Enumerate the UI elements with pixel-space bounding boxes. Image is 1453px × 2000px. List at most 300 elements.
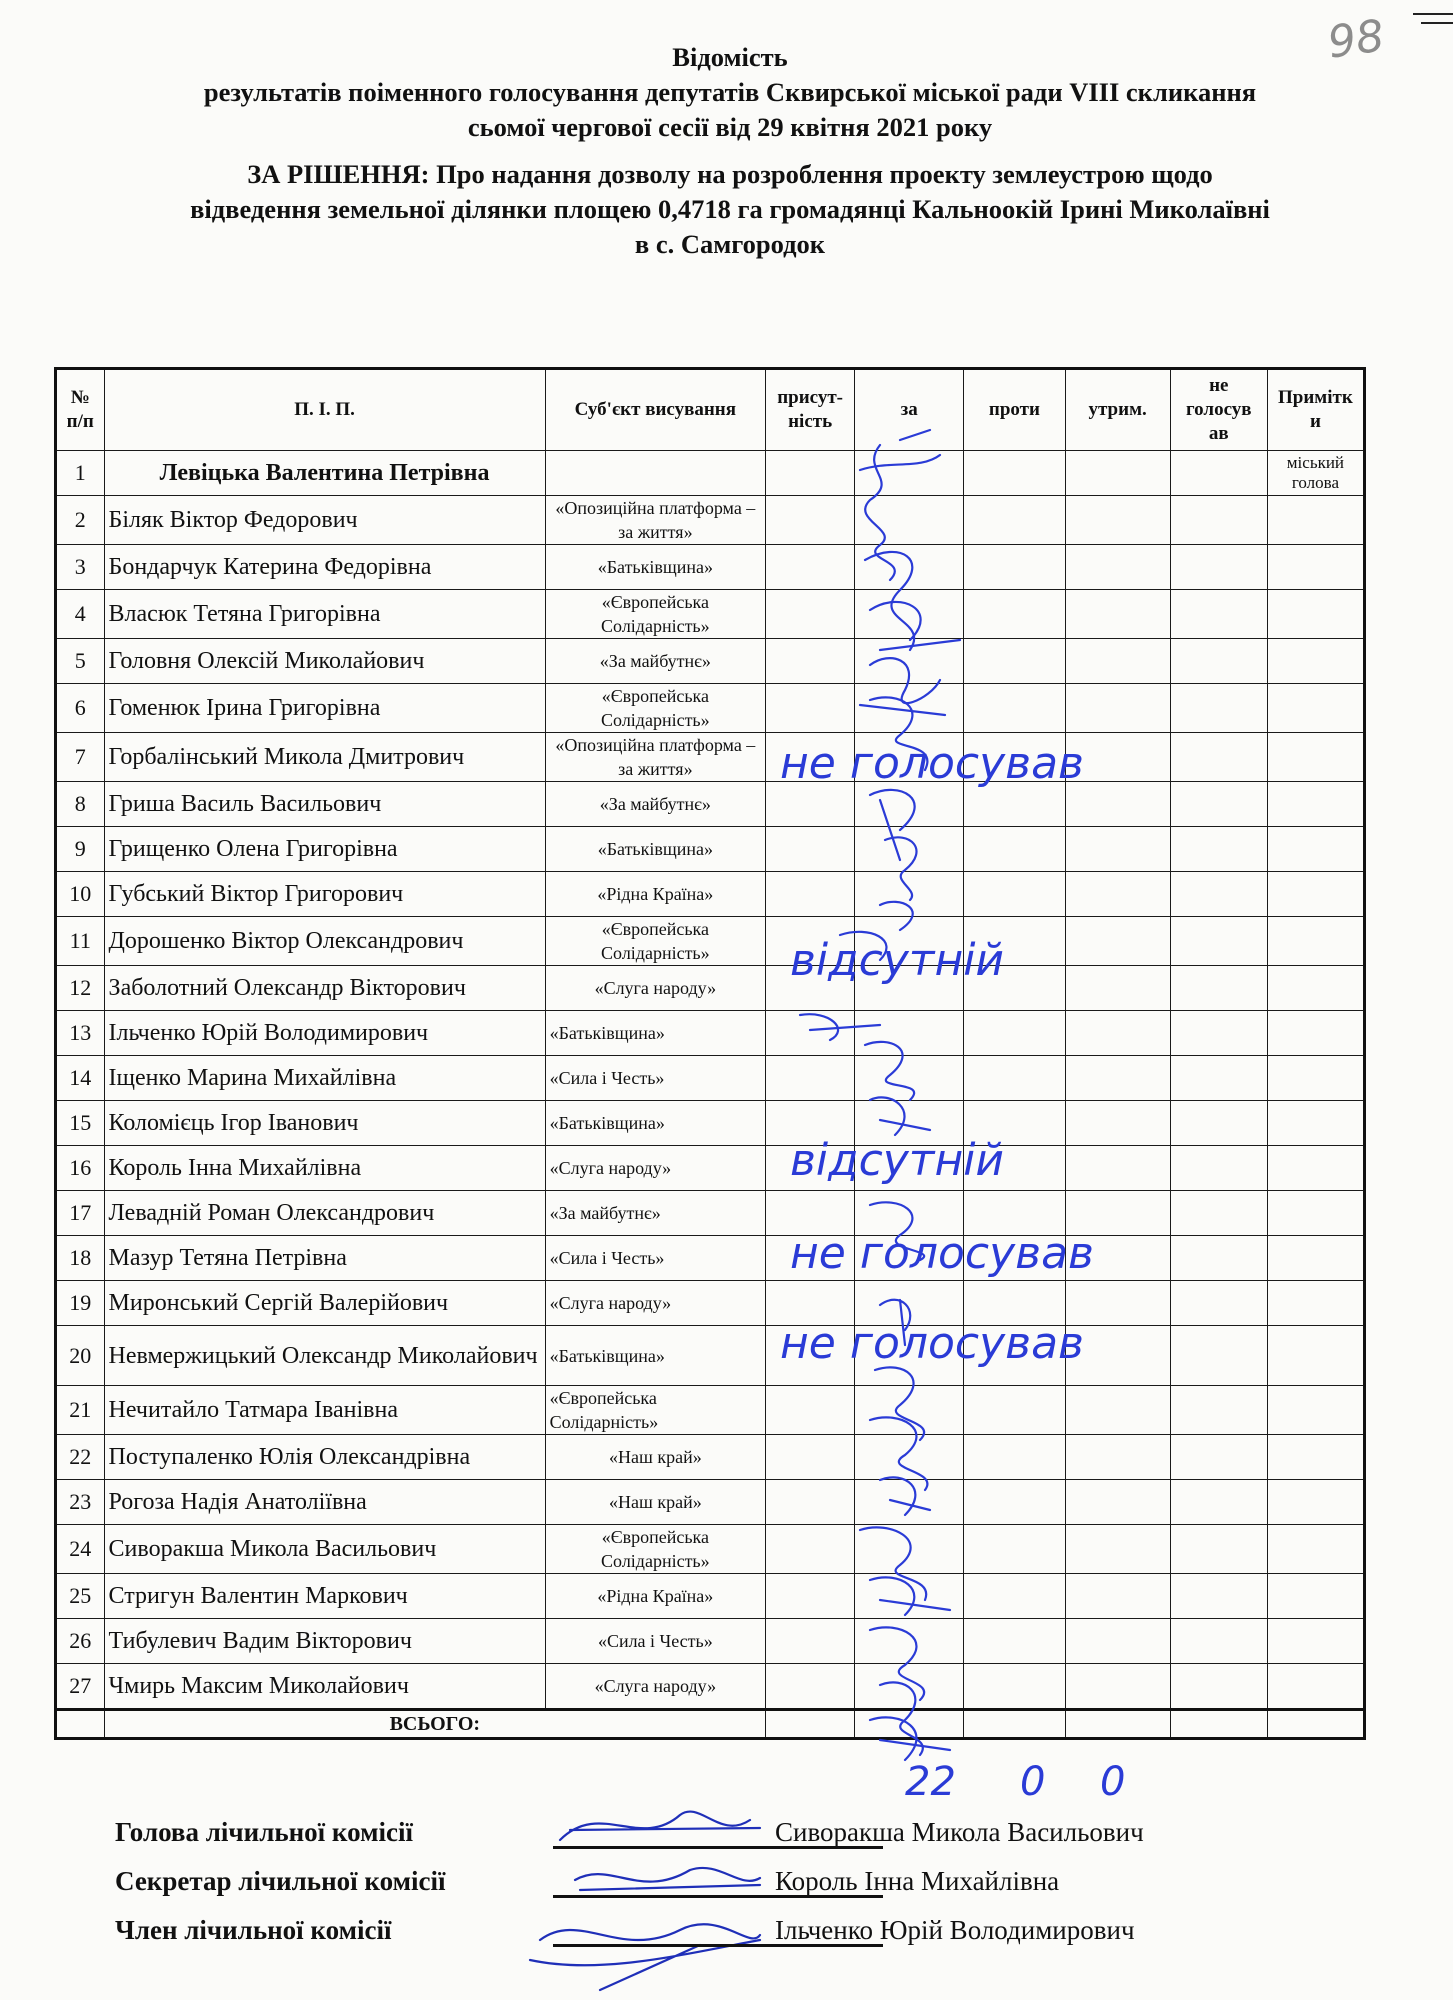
- sig-name-member: Ільченко Юрій Володимирович: [775, 1915, 1135, 1945]
- deputy-name: Миронський Сергій Валерійович: [104, 1281, 545, 1326]
- note-cell: [1267, 545, 1364, 590]
- deputy-party: «Європейська Солідарність»: [545, 1525, 766, 1574]
- not-voted-cell: [1170, 1480, 1267, 1525]
- document-title: Відомість: [672, 42, 788, 72]
- vote-for-cell: [855, 1525, 964, 1574]
- deputy-party: «Слуга народу»: [545, 1664, 766, 1710]
- note-cell: [1267, 872, 1364, 917]
- not-voted-cell: [1170, 733, 1267, 782]
- vote-abstain-cell: [1065, 1480, 1170, 1525]
- not-voted-cell: [1170, 872, 1267, 917]
- note-cell: [1267, 1386, 1364, 1435]
- deputy-name: Чмирь Максим Миколайович: [104, 1664, 545, 1710]
- deputy-name: Іщенко Марина Михайлівна: [104, 1056, 545, 1101]
- vote-abstain-cell: [1065, 1525, 1170, 1574]
- col-note-header: Примітк и: [1267, 369, 1364, 451]
- handwritten-row15: відсутній: [790, 1135, 1005, 1186]
- vote-abstain-cell: [1065, 917, 1170, 966]
- not-voted-cell: [1170, 827, 1267, 872]
- vote-for-cell: [855, 1326, 964, 1386]
- table-row: [56, 1281, 1365, 1326]
- row-number: 24: [56, 1525, 105, 1574]
- present-cell: [766, 1386, 855, 1435]
- vote-abstain-cell: [1065, 827, 1170, 872]
- row-number: 20: [56, 1326, 105, 1386]
- vote-for-cell: [855, 1281, 964, 1326]
- table-row: [56, 827, 1365, 872]
- note-cell: [1267, 1191, 1364, 1236]
- vote-against-cell: [964, 684, 1065, 733]
- deputy-party: «Опозиційна платформа – за життя»: [545, 733, 766, 782]
- vote-for-cell: [855, 1435, 964, 1480]
- corner-staple-mark: [1413, 8, 1453, 38]
- table-row: [56, 1326, 1365, 1386]
- vote-abstain-cell: [1065, 1101, 1170, 1146]
- deputy-name: Горбалінський Микола Дмитрович: [104, 733, 545, 782]
- vote-abstain-cell: [1065, 1191, 1170, 1236]
- deputy-name: Гриша Василь Васильович: [104, 782, 545, 827]
- vote-for-cell: [855, 1101, 964, 1146]
- present-cell: [766, 1574, 855, 1619]
- col-notvoted-header: не голосув ав: [1170, 369, 1267, 451]
- row-number: 15: [56, 1101, 105, 1146]
- deputy-name: Стригун Валентин Маркович: [104, 1574, 545, 1619]
- deputy-party: «Слуга народу»: [545, 1281, 766, 1326]
- vote-abstain-cell: [1065, 733, 1170, 782]
- col-for-header: за: [855, 369, 964, 451]
- deputy-name: Левадній Роман Олександрович: [104, 1191, 545, 1236]
- deputy-name: Грищенко Олена Григорівна: [104, 827, 545, 872]
- vote-for-cell: [855, 639, 964, 684]
- present-cell: [766, 1664, 855, 1710]
- deputy-name: Бондарчук Катерина Федорівна: [104, 545, 545, 590]
- row-number: 18: [56, 1236, 105, 1281]
- note-cell: [1267, 1011, 1364, 1056]
- total-abstain: [1065, 1710, 1170, 1739]
- sig-role-chairman: Голова лічильної комісії: [115, 1817, 413, 1847]
- row-number: 4: [56, 590, 105, 639]
- deputy-party: «Наш край»: [545, 1435, 766, 1480]
- deputy-name: Коломієць Ігор Іванович: [104, 1101, 545, 1146]
- not-voted-cell: [1170, 590, 1267, 639]
- not-voted-cell: [1170, 545, 1267, 590]
- col-num-header: № п/п: [56, 369, 105, 451]
- table-row: [56, 782, 1365, 827]
- table-row: [56, 545, 1365, 590]
- note-cell: [1267, 496, 1364, 545]
- vote-against-cell: [964, 1386, 1065, 1435]
- row-number: 3: [56, 545, 105, 590]
- vote-for-cell: [855, 782, 964, 827]
- vote-for-cell: [855, 451, 964, 496]
- deputy-name: Сиворакша Микола Васильович: [104, 1525, 545, 1574]
- deputy-party: «Слуга народу»: [545, 1146, 766, 1191]
- table-row: [56, 1011, 1365, 1056]
- signature-chairman: [560, 1812, 760, 1840]
- document-subtitle: результатів поіменного голосування депутатів Сквирської міської ради VIII скликання: [203, 77, 1257, 107]
- present-cell: [766, 1281, 855, 1326]
- row-number: 10: [56, 872, 105, 917]
- vote-against-cell: [964, 1480, 1065, 1525]
- vote-for-cell: [855, 966, 964, 1011]
- note-cell: [1267, 1236, 1364, 1281]
- present-cell: [766, 1480, 855, 1525]
- session-line: сьомої чергової сесії від 29 квітня 2021 року: [467, 112, 993, 142]
- note-cell: [1267, 1574, 1364, 1619]
- table-row: [56, 872, 1365, 917]
- total-notvoted: [1170, 1710, 1267, 1739]
- row-number: 9: [56, 827, 105, 872]
- vote-for-cell: [855, 1236, 964, 1281]
- col-present-header: присут-ність: [766, 369, 855, 451]
- deputy-name: Головня Олексій Миколайович: [104, 639, 545, 684]
- note-cell: [1267, 590, 1364, 639]
- vote-for-cell: [855, 1664, 964, 1710]
- deputy-name: Гоменюк Ірина Григорівна: [104, 684, 545, 733]
- vote-abstain-cell: [1065, 1326, 1170, 1386]
- note-cell: міський голова: [1267, 451, 1364, 496]
- deputy-name: Тибулевич Вадим Вікторович: [104, 1619, 545, 1664]
- note-cell: [1267, 827, 1364, 872]
- deputy-party: «Наш край»: [545, 1480, 766, 1525]
- row-number: 11: [56, 917, 105, 966]
- vote-abstain-cell: [1065, 496, 1170, 545]
- note-cell: [1267, 782, 1364, 827]
- deputy-party: «Батьківщина»: [545, 1101, 766, 1146]
- present-cell: [766, 496, 855, 545]
- table-row: [56, 1146, 1365, 1191]
- present-cell: [766, 827, 855, 872]
- row-number: 1: [56, 451, 105, 496]
- col-against-header: проти: [964, 369, 1065, 451]
- note-cell: [1267, 1281, 1364, 1326]
- row-number: 26: [56, 1619, 105, 1664]
- vote-against-cell: [964, 966, 1065, 1011]
- deputy-name: Заболотний Олександр Вікторович: [104, 966, 545, 1011]
- note-cell: [1267, 1619, 1364, 1664]
- sig-role-secretary: Секретар лічильної комісії: [115, 1866, 446, 1896]
- present-cell: [766, 782, 855, 827]
- present-cell: [766, 872, 855, 917]
- total-present: [766, 1710, 855, 1739]
- row-number: 19: [56, 1281, 105, 1326]
- present-cell: [766, 1011, 855, 1056]
- note-cell: [1267, 1435, 1364, 1480]
- note-cell: [1267, 917, 1364, 966]
- decision-line-1: ЗА РІШЕННЯ: Про надання дозволу на розроблення проекту землеустрою щодо: [247, 159, 1213, 189]
- deputy-name: Поступаленко Юлія Олександрівна: [104, 1435, 545, 1480]
- table-row: [56, 966, 1365, 1011]
- vote-against-cell: [964, 590, 1065, 639]
- deputy-party: «Батьківщина»: [545, 1011, 766, 1056]
- not-voted-cell: [1170, 684, 1267, 733]
- present-cell: [766, 1056, 855, 1101]
- row-number: 5: [56, 639, 105, 684]
- deputy-party: «Рідна Країна»: [545, 872, 766, 917]
- decision-line-2: відведення земельної ділянки площею 0,4718 га громадянці Кальноокій Ірині Миколаївні: [190, 194, 1270, 224]
- vote-for-cell: [855, 1146, 964, 1191]
- vote-against-cell: [964, 827, 1065, 872]
- present-cell: [766, 590, 855, 639]
- row-number: 16: [56, 1146, 105, 1191]
- row-number: 12: [56, 966, 105, 1011]
- table-row: [56, 1619, 1365, 1664]
- vote-for-cell: [855, 1480, 964, 1525]
- vote-abstain-cell: [1065, 684, 1170, 733]
- not-voted-cell: [1170, 1281, 1267, 1326]
- not-voted-cell: [1170, 1191, 1267, 1236]
- present-cell: [766, 917, 855, 966]
- present-cell: [766, 1101, 855, 1146]
- sig-name-chairman: Сиворакша Микола Васильович: [775, 1817, 1144, 1847]
- present-cell: [766, 1191, 855, 1236]
- table-row: [56, 590, 1365, 639]
- col-party-header: Суб'єкт висування: [545, 369, 766, 451]
- deputy-party: «Європейська Солідарність»: [545, 1386, 766, 1435]
- vote-abstain-cell: [1065, 1435, 1170, 1480]
- decision-line-3: в с. Самгородок: [634, 229, 826, 259]
- row-number: 21: [56, 1386, 105, 1435]
- deputy-name: Дорошенко Віктор Олександрович: [104, 917, 545, 966]
- deputy-party: «Європейська Солідарність»: [545, 684, 766, 733]
- vote-against-cell: [964, 1236, 1065, 1281]
- table-body: [56, 451, 1365, 1710]
- note-cell: [1267, 966, 1364, 1011]
- not-voted-cell: [1170, 1525, 1267, 1574]
- handwritten-total-abstain: 0: [1100, 1759, 1126, 1805]
- table-row: [56, 917, 1365, 966]
- page-number: 98: [1324, 10, 1388, 69]
- vote-against-cell: [964, 1101, 1065, 1146]
- present-cell: [766, 1236, 855, 1281]
- vote-abstain-cell: [1065, 1236, 1170, 1281]
- handwritten-total-against: 0: [1020, 1759, 1046, 1805]
- present-cell: [766, 733, 855, 782]
- note-cell: [1267, 1326, 1364, 1386]
- deputy-party: «Сила і Честь»: [545, 1056, 766, 1101]
- not-voted-cell: [1170, 966, 1267, 1011]
- vote-against-cell: [964, 1146, 1065, 1191]
- note-cell: [1267, 639, 1364, 684]
- deputy-party: «За майбутнє»: [545, 639, 766, 684]
- vote-abstain-cell: [1065, 1664, 1170, 1710]
- deputy-name: Власюк Тетяна Григорівна: [104, 590, 545, 639]
- deputy-party: «Сила і Честь»: [545, 1619, 766, 1664]
- vote-against-cell: [964, 545, 1065, 590]
- vote-against-cell: [964, 1056, 1065, 1101]
- vote-abstain-cell: [1065, 451, 1170, 496]
- present-cell: [766, 1525, 855, 1574]
- table-row: [56, 1236, 1365, 1281]
- deputy-party: «Батьківщина»: [545, 1326, 766, 1386]
- note-cell: [1267, 1525, 1364, 1574]
- vote-against-cell: [964, 496, 1065, 545]
- vote-for-cell: [855, 590, 964, 639]
- col-abstain-header: утрим.: [1065, 369, 1170, 451]
- table-row: [56, 496, 1365, 545]
- note-cell: [1267, 684, 1364, 733]
- total-row: [56, 1710, 1365, 1739]
- not-voted-cell: [1170, 1435, 1267, 1480]
- vote-against-cell: [964, 1435, 1065, 1480]
- vote-for-cell: [855, 733, 964, 782]
- vote-for-cell: [855, 684, 964, 733]
- not-voted-cell: [1170, 1101, 1267, 1146]
- not-voted-cell: [1170, 782, 1267, 827]
- present-cell: [766, 639, 855, 684]
- vote-for-cell: [855, 1619, 964, 1664]
- present-cell: [766, 545, 855, 590]
- row-number: 8: [56, 782, 105, 827]
- not-voted-cell: [1170, 1664, 1267, 1710]
- table-row: [56, 1435, 1365, 1480]
- table-row: [56, 1664, 1365, 1710]
- vote-abstain-cell: [1065, 590, 1170, 639]
- present-cell: [766, 966, 855, 1011]
- vote-against-cell: [964, 1619, 1065, 1664]
- vote-abstain-cell: [1065, 872, 1170, 917]
- table-row: [56, 1480, 1365, 1525]
- row-number: 17: [56, 1191, 105, 1236]
- vote-against-cell: [964, 1191, 1065, 1236]
- table-row: [56, 1056, 1365, 1101]
- not-voted-cell: [1170, 917, 1267, 966]
- not-voted-cell: [1170, 1056, 1267, 1101]
- table-header-row: [56, 369, 1365, 451]
- signature-secretary: [575, 1868, 760, 1890]
- note-cell: [1267, 1664, 1364, 1710]
- vote-abstain-cell: [1065, 545, 1170, 590]
- sig-name-secretary: Король Інна Михайлівна: [775, 1866, 1060, 1896]
- present-cell: [766, 1435, 855, 1480]
- vote-against-cell: [964, 451, 1065, 496]
- not-voted-cell: [1170, 1236, 1267, 1281]
- deputy-name: Ільченко Юрій Володимирович: [104, 1011, 545, 1056]
- vote-for-cell: [855, 827, 964, 872]
- not-voted-cell: [1170, 1146, 1267, 1191]
- vote-against-cell: [964, 872, 1065, 917]
- vote-abstain-cell: [1065, 966, 1170, 1011]
- present-cell: [766, 1326, 855, 1386]
- vote-for-cell: [855, 1011, 964, 1056]
- vote-against-cell: [964, 1525, 1065, 1574]
- deputy-name: Рогоза Надія Анатоліївна: [104, 1480, 545, 1525]
- vote-abstain-cell: [1065, 1146, 1170, 1191]
- row-number: 23: [56, 1480, 105, 1525]
- vote-for-cell: [855, 496, 964, 545]
- vote-abstain-cell: [1065, 1619, 1170, 1664]
- vote-abstain-cell: [1065, 1011, 1170, 1056]
- handwritten-row19: не голосував: [780, 1318, 1084, 1369]
- present-cell: [766, 451, 855, 496]
- total-note: [1267, 1710, 1364, 1739]
- not-voted-cell: [1170, 1386, 1267, 1435]
- sig-role-member: Член лічильної комісії: [115, 1915, 392, 1945]
- vote-against-cell: [964, 1326, 1065, 1386]
- deputy-name: Нечитайло Татмара Іванівна: [104, 1386, 545, 1435]
- deputy-party: «Рідна Країна»: [545, 1574, 766, 1619]
- vote-against-cell: [964, 1574, 1065, 1619]
- vote-for-cell: [855, 1386, 964, 1435]
- deputy-name: Губський Віктор Григорович: [104, 872, 545, 917]
- row-number: 6: [56, 684, 105, 733]
- handwritten-row11: відсутній: [790, 935, 1005, 986]
- table-row: [56, 1574, 1365, 1619]
- total-empty-cell: [56, 1710, 105, 1739]
- row-number: 13: [56, 1011, 105, 1056]
- note-cell: [1267, 1056, 1364, 1101]
- deputy-party: «Слуга народу»: [545, 966, 766, 1011]
- vote-for-cell: [855, 545, 964, 590]
- vote-abstain-cell: [1065, 1574, 1170, 1619]
- total-against: [964, 1710, 1065, 1739]
- deputy-party: «Сила і Честь»: [545, 1236, 766, 1281]
- table-row: [56, 1191, 1365, 1236]
- table-row: [56, 684, 1365, 733]
- handwritten-row7: не голосував: [780, 738, 1084, 789]
- note-cell: [1267, 1101, 1364, 1146]
- not-voted-cell: [1170, 1011, 1267, 1056]
- handwritten-row17: не голосував: [790, 1228, 1094, 1279]
- vote-abstain-cell: [1065, 1281, 1170, 1326]
- note-cell: [1267, 733, 1364, 782]
- row-number: 7: [56, 733, 105, 782]
- voting-table: [54, 367, 1366, 1740]
- vote-abstain-cell: [1065, 1056, 1170, 1101]
- present-cell: [766, 684, 855, 733]
- vote-abstain-cell: [1065, 782, 1170, 827]
- deputy-name: Король Інна Михайлівна: [104, 1146, 545, 1191]
- col-name-header: П. І. П.: [104, 369, 545, 451]
- vote-against-cell: [964, 917, 1065, 966]
- table-row: [56, 451, 1365, 496]
- row-number: 27: [56, 1664, 105, 1710]
- table-row: [56, 639, 1365, 684]
- present-cell: [766, 1619, 855, 1664]
- total-label: ВСЬОГО:: [104, 1710, 766, 1739]
- row-number: 25: [56, 1574, 105, 1619]
- document-header: [40, 40, 1420, 262]
- deputy-party: «За майбутнє»: [545, 1191, 766, 1236]
- vote-against-cell: [964, 733, 1065, 782]
- vote-abstain-cell: [1065, 1386, 1170, 1435]
- vote-against-cell: [964, 1011, 1065, 1056]
- deputy-party: «Опозиційна платформа – за життя»: [545, 496, 766, 545]
- vote-abstain-cell: [1065, 639, 1170, 684]
- deputy-party: «Батьківщина»: [545, 545, 766, 590]
- not-voted-cell: [1170, 496, 1267, 545]
- note-cell: [1267, 1480, 1364, 1525]
- vote-for-cell: [855, 1574, 964, 1619]
- table-row: [56, 733, 1365, 782]
- deputy-party: «Європейська Солідарність»: [545, 917, 766, 966]
- deputy-party: «Європейська Солідарність»: [545, 590, 766, 639]
- row-number: 22: [56, 1435, 105, 1480]
- row-number: 14: [56, 1056, 105, 1101]
- vote-for-cell: [855, 917, 964, 966]
- deputy-name: Мазур Тетяна Петрівна: [104, 1236, 545, 1281]
- vote-against-cell: [964, 639, 1065, 684]
- table-row: [56, 1386, 1365, 1435]
- total-for: [855, 1710, 964, 1739]
- row-number: 2: [56, 496, 105, 545]
- vote-for-cell: [855, 872, 964, 917]
- vote-against-cell: [964, 1281, 1065, 1326]
- table-row: [56, 1525, 1365, 1574]
- present-cell: [766, 1146, 855, 1191]
- deputy-party: «За майбутнє»: [545, 782, 766, 827]
- not-voted-cell: [1170, 1619, 1267, 1664]
